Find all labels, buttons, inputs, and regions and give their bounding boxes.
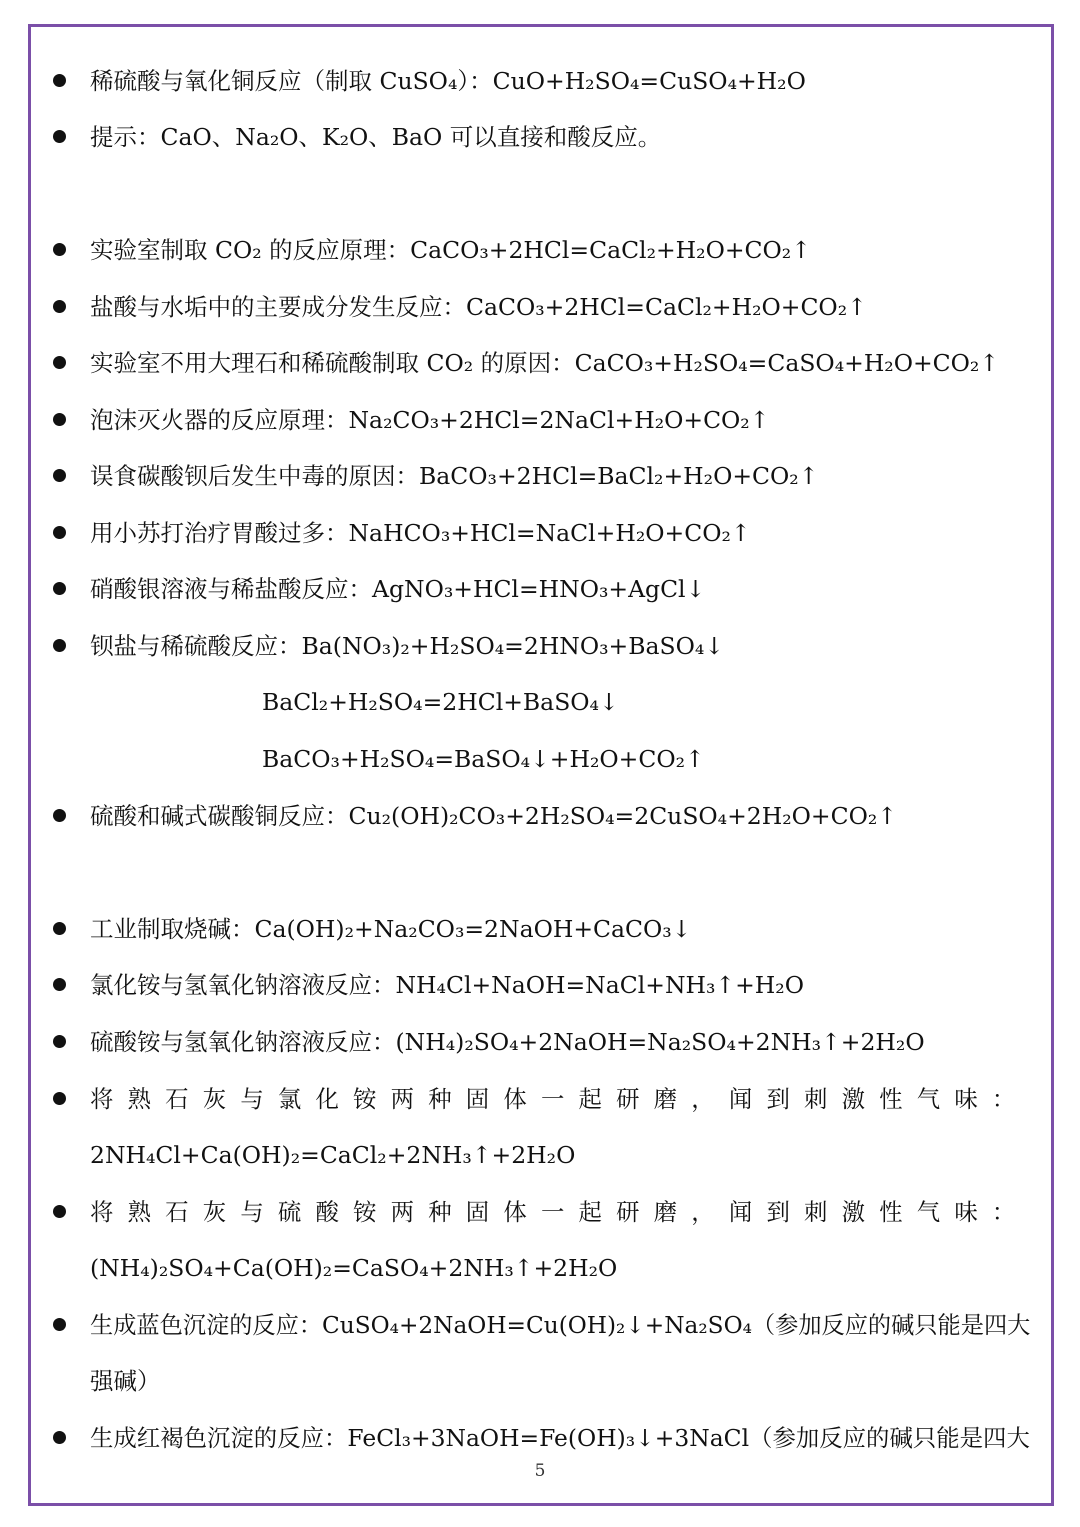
list-item: 提示：CaO、Na₂O、K₂O、BaO 可以直接和酸反应。 bbox=[90, 123, 662, 151]
bullet-icon bbox=[53, 526, 66, 539]
equation-line: (NH₄)₂SO₄+Ca(OH)₂=CaSO₄+2NH₃↑+2H₂O bbox=[90, 1254, 618, 1282]
list-item: 硫酸和碱式碳酸铜反应：Cu₂(OH)₂CO₃+2H₂SO₄=2CuSO₄+2H₂O+CO₂↑ bbox=[90, 802, 897, 830]
bullet-icon bbox=[53, 1035, 66, 1048]
bullet-icon bbox=[53, 1092, 66, 1105]
bullet-icon bbox=[53, 300, 66, 313]
bullet-icon bbox=[53, 130, 66, 143]
list-item: 生成红褐色沉淀的反应：FeCl₃+3NaOH=Fe(OH)₃↓+3NaCl（参加反应的碱只能是四大 bbox=[90, 1424, 1030, 1452]
list-item: 将熟石灰与硫酸铵两种固体一起研磨，闻到刺激性气味： bbox=[90, 1198, 1030, 1226]
bullet-icon bbox=[53, 809, 66, 822]
bullet-icon bbox=[53, 469, 66, 482]
list-item: 工业制取烧碱：Ca(OH)₂+Na₂CO₃=2NaOH+CaCO₃↓ bbox=[90, 915, 692, 943]
list-item: 稀硫酸与氧化铜反应（制取 CuSO₄）：CuO+H₂SO₄=CuSO₄+H₂O bbox=[90, 67, 806, 95]
list-item: 将熟石灰与氯化铵两种固体一起研磨，闻到刺激性气味： bbox=[90, 1085, 1030, 1113]
list-item-continuation: 强碱） bbox=[90, 1367, 161, 1395]
page-number: 5 bbox=[534, 1461, 546, 1481]
list-item: 误食碳酸钡后发生中毒的原因：BaCO₃+2HCl=BaCl₂+H₂O+CO₂↑ bbox=[90, 462, 819, 490]
list-item: 泡沫灭火器的反应原理：Na₂CO₃+2HCl=2NaCl+H₂O+CO₂↑ bbox=[90, 406, 770, 434]
list-item: 生成蓝色沉淀的反应：CuSO₄+2NaOH=Cu(OH)₂↓+Na₂SO₄（参加反应的碱只能是四大 bbox=[90, 1311, 1031, 1339]
equation-line: BaCl₂+H₂SO₄=2HCl+BaSO₄↓ bbox=[262, 688, 619, 716]
bullet-icon bbox=[53, 243, 66, 256]
bullet-icon bbox=[53, 356, 66, 369]
bullet-icon bbox=[53, 1205, 66, 1218]
list-item: 氯化铵与氢氧化钠溶液反应：NH₄Cl+NaOH=NaCl+NH₃↑+H₂O bbox=[90, 971, 804, 999]
list-item: 实验室制取 CO₂ 的反应原理：CaCO₃+2HCl=CaCl₂+H₂O+CO₂↑ bbox=[90, 236, 811, 264]
bullet-icon bbox=[53, 1318, 66, 1331]
bullet-icon bbox=[53, 413, 66, 426]
bullet-icon bbox=[53, 922, 66, 935]
list-item: 硫酸铵与氢氧化钠溶液反应：(NH₄)₂SO₄+2NaOH=Na₂SO₄+2NH₃↑+2H₂O bbox=[90, 1028, 925, 1056]
bullet-icon bbox=[53, 74, 66, 87]
bullet-icon bbox=[53, 582, 66, 595]
list-item: 用小苏打治疗胃酸过多：NaHCO₃+HCl=NaCl+H₂O+CO₂↑ bbox=[90, 519, 751, 547]
equation-line: 2NH₄Cl+Ca(OH)₂=CaCl₂+2NH₃↑+2H₂O bbox=[90, 1141, 576, 1169]
list-item: 实验室不用大理石和稀硫酸制取 CO₂ 的原因：CaCO₃+H₂SO₄=CaSO₄+H₂O+CO₂↑ bbox=[90, 349, 1000, 377]
list-item: 硝酸银溶液与稀盐酸反应：AgNO₃+HCl=HNO₃+AgCl↓ bbox=[90, 575, 706, 603]
bullet-icon bbox=[53, 978, 66, 991]
bullet-icon bbox=[53, 639, 66, 652]
list-item: 盐酸与水垢中的主要成分发生反应：CaCO₃+2HCl=CaCl₂+H₂O+CO₂↑ bbox=[90, 293, 867, 321]
bullet-icon bbox=[53, 1431, 66, 1444]
equation-line: BaCO₃+H₂SO₄=BaSO₄↓+H₂O+CO₂↑ bbox=[262, 745, 705, 773]
list-item: 钡盐与稀硫酸反应：Ba(NO₃)₂+H₂SO₄=2HNO₃+BaSO₄↓ bbox=[90, 632, 725, 660]
